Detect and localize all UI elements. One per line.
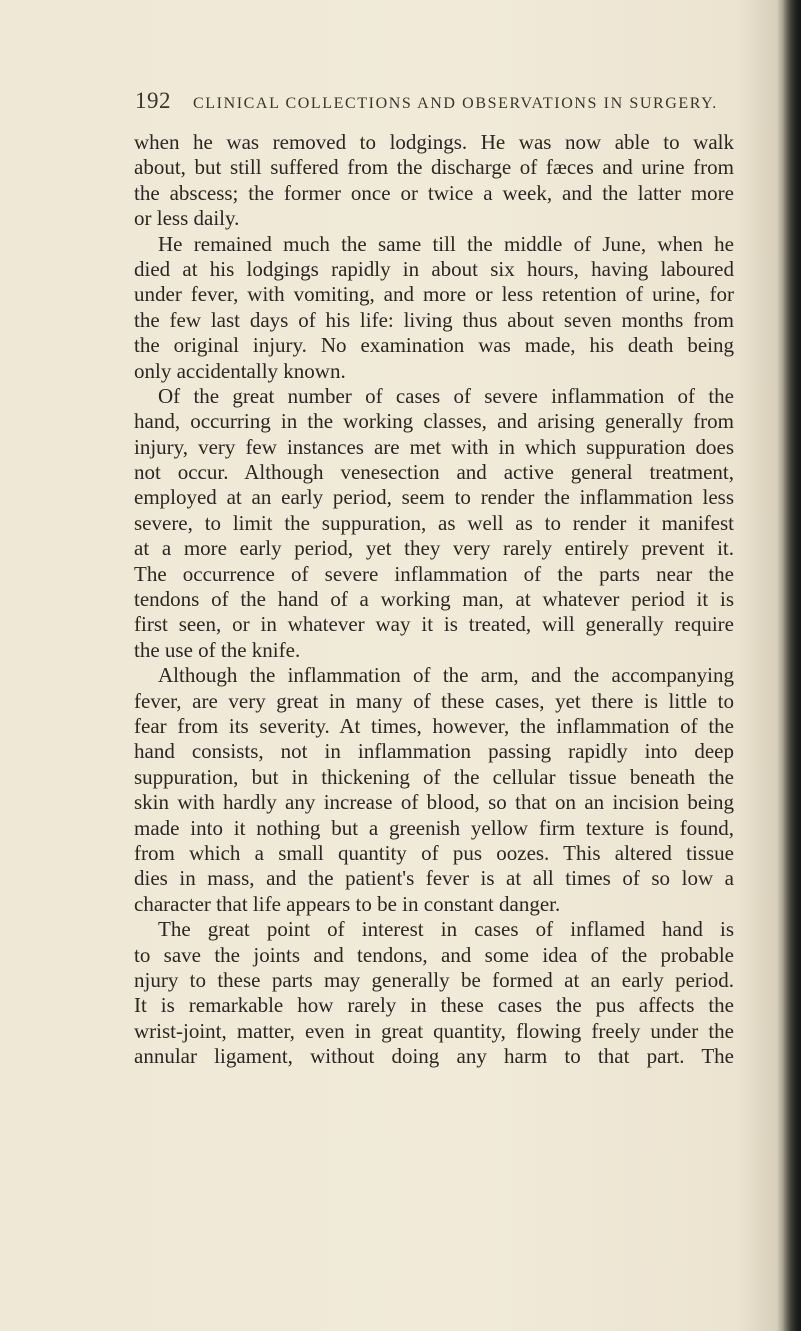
text-line: njury to these parts may generally be formed at an early period. [134, 967, 734, 992]
text-line: tendons of the hand of a working man, at whatever period it is [134, 587, 734, 612]
text-line: from which a small quantity of pus oozes. This altered tissue [134, 840, 734, 865]
text-line: the original injury. No examination was made, his death being [134, 333, 734, 358]
text-line: hand consists, not in inflammation passing rapidly into deep [134, 739, 734, 764]
text-line: to save the joints and tendons, and some idea of the probable [134, 942, 734, 967]
running-title: CLINICAL COLLECTIONS AND OBSERVATIONS IN SURGERY. [193, 95, 718, 112]
page-edge-shadow [783, 0, 801, 1331]
text-line: only accidentally known. [134, 358, 346, 383]
body-text [134, 130, 734, 1069]
running-head [135, 88, 735, 118]
text-line: Of the great number of cases of severe inflammation of the [158, 383, 734, 408]
text-line: about, but still suffered from the discharge of fæces and urine from [134, 155, 734, 180]
text-line: injury, very few instances are met with in which suppuration does [134, 434, 734, 459]
text-line: He remained much the same till the middle of June, when he [158, 231, 734, 256]
text-line: It is remarkable how rarely in these cases the pus affects the [134, 993, 734, 1018]
text-line: hand, occurring in the working classes, and arising generally from [134, 409, 734, 434]
text-line: fear from its severity. At times, however, the inflammation of the [134, 713, 734, 738]
text-line: the use of the knife. [134, 637, 301, 662]
text-line: employed at an early period, seem to render the inflammation less [134, 485, 734, 510]
text-line: at a more early period, yet they very rarely entirely prevent it. [134, 536, 734, 561]
text-line: fever, are very great in many of these cases, yet there is little to [134, 688, 734, 713]
text-line: not occur. Although venesection and active general treatment, [134, 460, 734, 485]
text-line: under fever, with vomiting, and more or less retention of urine, for [134, 282, 734, 307]
text-line: Although the inflammation of the arm, and the accompanying [158, 663, 734, 688]
text-line: the abscess; the former once or twice a week, and the latter more [134, 180, 734, 205]
text-line: character that life appears to be in constant danger. [134, 891, 561, 916]
text-line: or less daily. [134, 206, 240, 231]
text-line: wrist-joint, matter, even in great quantity, flowing freely under the [134, 1018, 734, 1043]
text-line: The occurrence of severe inflammation of the parts near the [134, 561, 734, 586]
text-line: first seen, or in whatever way it is treated, will generally require [134, 612, 734, 637]
text-line: died at his lodgings rapidly in about six hours, having laboured [134, 256, 734, 281]
text-line: suppuration, but in thickening of the cellular tissue beneath the [134, 764, 734, 789]
text-line: when he was removed to lodgings. He was now able to walk [134, 130, 734, 154]
text-line: the few last days of his life: living thus about seven months from [134, 307, 734, 332]
text-line: annular ligament, without doing any harm to that part. The [134, 1044, 734, 1069]
page-number: 192 [135, 88, 171, 113]
text-line: severe, to limit the suppuration, as well as to render it manifest [134, 510, 734, 535]
text-line: dies in mass, and the patient's fever is at all times of so low a [134, 866, 734, 891]
text-line: made into it nothing but a greenish yellow firm texture is found, [134, 815, 734, 840]
text-line: skin with hardly any increase of blood, so that on an incision being [134, 790, 734, 815]
text-line: The great point of interest in cases of inflamed hand is [158, 917, 734, 942]
